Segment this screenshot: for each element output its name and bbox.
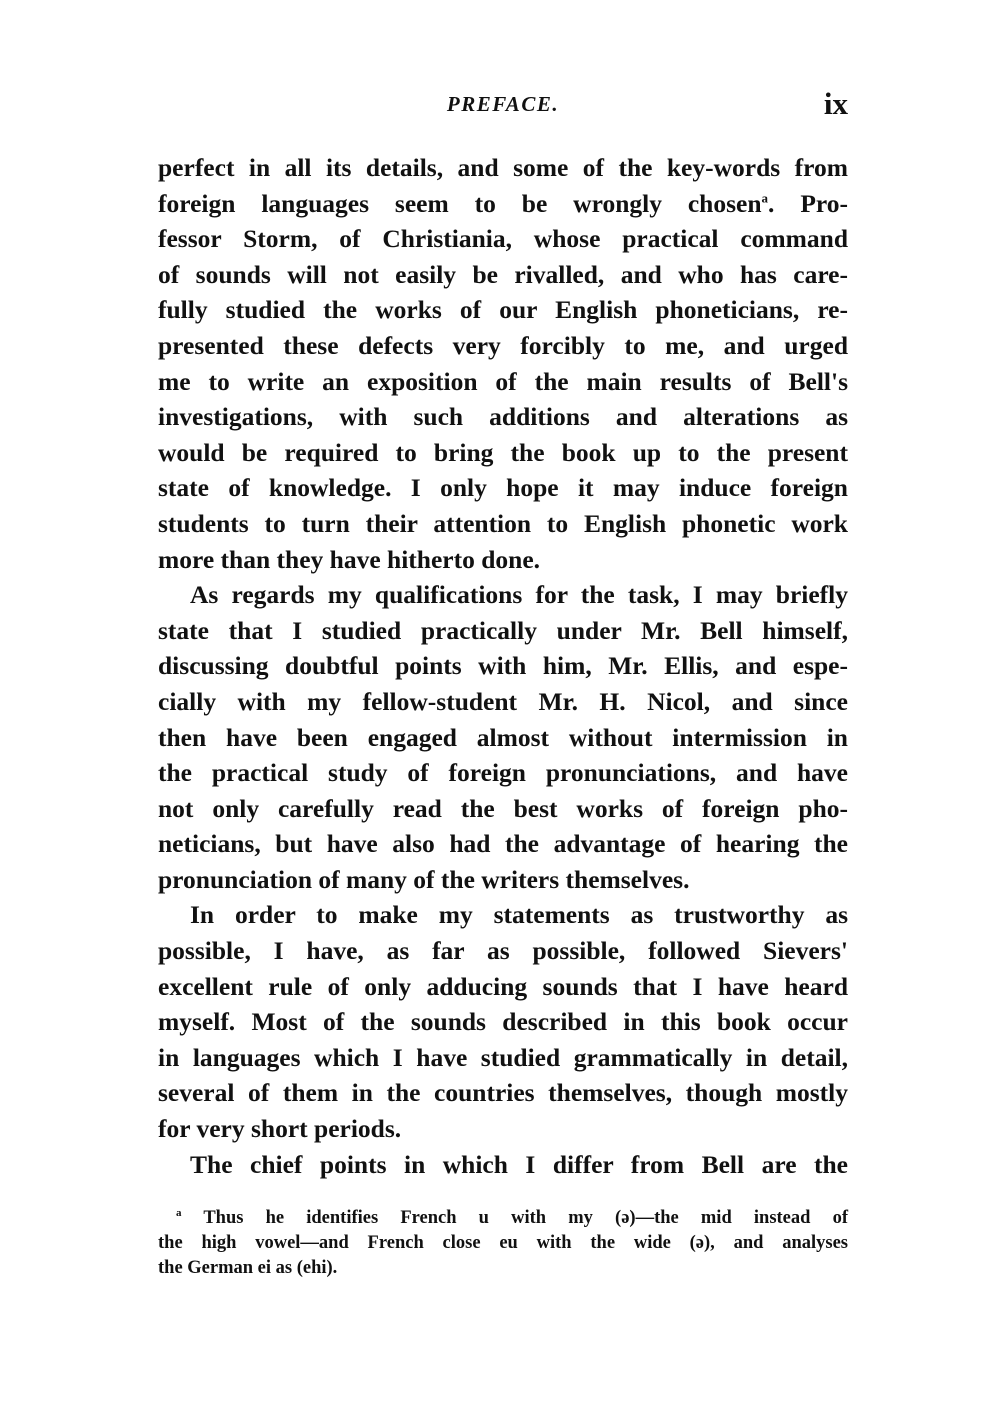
footnote-line: [158, 1206, 848, 1231]
text-line: for very short periods.: [158, 1114, 402, 1144]
text-line: perfect in all its details, and some of the key-words from: [158, 153, 848, 182]
text-line: would be required to bring the book up to the present: [158, 437, 848, 467]
text-line: more than they have hitherto done.: [158, 544, 541, 574]
text-line: excellent rule of only adducing sounds that I have heard: [158, 971, 848, 1001]
text-line: state that I studied practically under Mr. Bell himself,: [158, 615, 848, 645]
text-line: pronunciation of many of the writers themselves.: [158, 864, 690, 894]
text-fragment: Pro-: [800, 188, 848, 218]
text-line: As regards my qualifications for the task, I may briefly: [190, 580, 848, 610]
paragraph-4: [158, 1147, 848, 1183]
text-line: fessor Storm, of Christiania, whose practical command: [158, 224, 848, 254]
text-line: state of knowledge. I only hope it may induce foreign: [158, 473, 848, 503]
text-line: of sounds will not easily be rivalled, and who has care-: [158, 259, 848, 289]
text-line: presented these defects very forcibly to me, and urged: [158, 330, 848, 360]
footnote: [158, 1206, 848, 1281]
text-line: investigations, with such additions and alterations as: [158, 402, 848, 432]
footnote-reference: a: [761, 190, 769, 206]
running-head: [158, 86, 848, 126]
text-line: The chief points in which I differ from Bell are the: [190, 1149, 848, 1179]
paragraph-2: [158, 577, 848, 897]
text-line: fully studied the works of our English phoneticians, re-: [158, 295, 848, 325]
text-line: me to write an exposition of the main results of Bell's: [158, 366, 848, 396]
text-line: not only carefully read the best works of foreign pho-: [158, 793, 848, 823]
text-line: students to turn their attention to English phonetic work: [158, 508, 848, 538]
footnote-text: Thus he identifies French u with my (ə)—the mid instead of: [203, 1208, 848, 1228]
text-line: the practical study of foreign pronunciations, and have: [158, 758, 848, 788]
footnote-marker: a: [176, 1206, 182, 1219]
text-line: foreign languages seem to be wrongly chosen$^a$. Pro-: [158, 188, 848, 218]
text-line: neticians, but have also had the advantage of hearing the: [158, 829, 848, 859]
footnote-line: the high vowel—and French close eu with the wide (ə), and analyses: [158, 1233, 848, 1253]
page-number: ix: [823, 86, 848, 121]
text-line: discussing doubtful points with him, Mr. Ellis, and espe-: [158, 651, 848, 681]
text-line: then have been engaged almost without intermission in: [158, 722, 848, 752]
text-line: possible, I have, as far as possible, followed Sievers': [158, 936, 848, 966]
footnote-line: the German ei as (ehi).: [158, 1258, 338, 1278]
paragraph-1: [158, 150, 848, 577]
text-line: myself. Most of the sounds described in this book occur: [158, 1007, 848, 1037]
text-line: several of them in the countries themselves, though mostly: [158, 1078, 848, 1108]
paragraph-3: [158, 897, 848, 1146]
text-fragment: foreign languages seem to be wrongly chosen: [158, 188, 762, 218]
text-line: In order to make my statements as trustworthy as: [190, 900, 848, 930]
running-title: PREFACE.: [446, 92, 560, 116]
text-line: cially with my fellow-student Mr. H. Nicol, and since: [158, 686, 848, 716]
text-line: in languages which I have studied grammatically in detail,: [158, 1042, 848, 1072]
body-text: [158, 150, 848, 1182]
